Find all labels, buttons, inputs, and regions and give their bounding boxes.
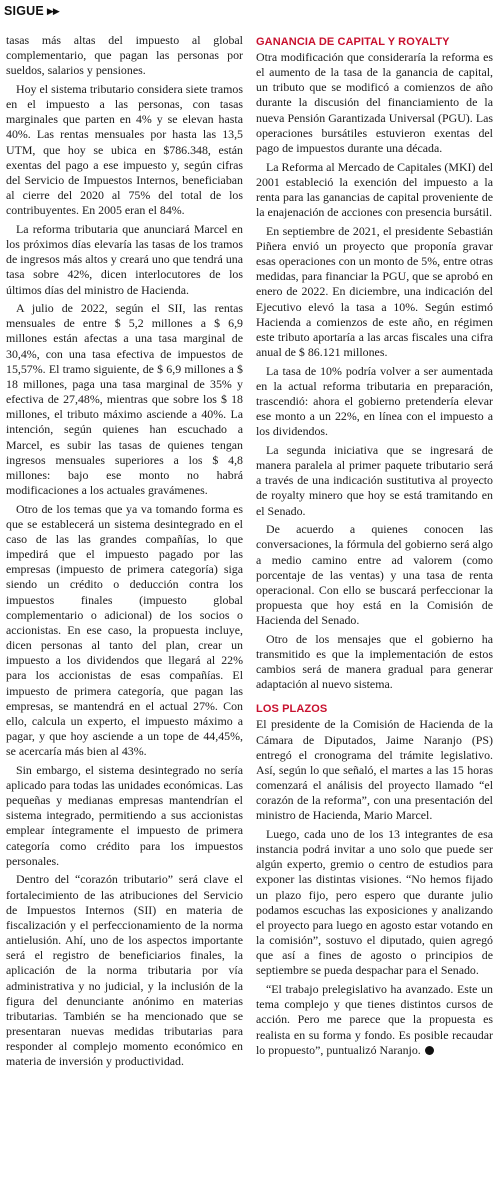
article-paragraph: tasas más altas del impuesto al global complementario, que pagan las personas por sueldos, salarios y pensiones.	[6, 33, 243, 78]
article-paragraph: De acuerdo a quienes conocen las conversaciones, la fórmula del gobierno será algo a medio camino entre ad valorem (como porcentaje de las ventas) y una tasa de renta operacional. Con ello se buscará perfeccionar la propuesta que hoy está en la Comisión de Hacienda del Senado.	[256, 522, 493, 628]
right-column	[256, 35, 493, 1061]
article-paragraph: Dentro del “corazón tributario” será clave el fortalecimiento de las atribuciones del Servicio de Impuestos Internos (SII) en materia de fiscalización y el perfeccionamiento de la norma antielusión. Ahí, uno de los aspectos importante será el registro de beneficiarios finales, la aplicación de la norma tributaria por vía administrativa y no judicial, y la inclusión de la figura del denunciante anónimo en materias tributarias. También se ha mencionado que se presentaran nuevas medidas tributarias para responder al complejo momento económico en materia de inversión y productividad.	[6, 872, 243, 1069]
sigue-label: SIGUE	[4, 4, 44, 18]
article-paragraph: Luego, cada uno de los 13 integrantes de esa instancia podrá invitar a uno solo que puede ser algún experto, gremio o centro de estudios para exponer las distintas visiones. “No hemos fijado un plazo fijo, pero espero que durante julio podamos escuchas las exposiciones y analizando el proyecto para luego en agosto estar votando en la comisión”, sostuvo el diputado, quien agregó que así a fines de agosto o principios de septiembre se pueda despachar para el Senado.	[256, 827, 493, 978]
article-paragraph: A julio de 2022, según el SII, las rentas mensuales de entre $ 5,2 millones a $ 6,9 millones están afectas a una tasa marginal de 30,4%, con una tasa efectiva de impuestos de 15,57%. El tramo siguiente, de $ 6,9 millones a $ 18 millones, paga una tasa marginal de 35% y efectiva de 27,48%, mientras que sobre los $ 18 millones, el tributo máximo asciende a 40%. La intención, según quienes han escuchado a Marcel, es subir las tasas de quienes tengan ingresos mensuales superiores a los $ 4,8 millones: bajo ese monto no habrá modificaciones a los actuales gravámenes.	[6, 301, 243, 498]
article-paragraph: Otro de los temas que ya va tomando forma es que se establecerá un sistema desintegrado en el caso de las las grandes compañías, lo que impedirá que el impuesto pagado por las empresas (impuesto de primera categoría) siga siendo un crédito o deducción contra los impuestos finales (impuesto global complementario o adicional) de los socios o accionistas. En ese caso, la propuesta incluye, dicen personas al tanto del plan, crear un impuesto a los dividendos que llegará al 22% para los accionistas de esas compañías. El impuesto de primera categoría, que pagan las empresas, se mantendrá en el actual 27%. Con ello, calcula un experto, el impuesto máximo a pagar, y que hoy asciende a un tope de 44,45%, se acercaría más bien al 43%.	[6, 501, 243, 759]
article-paragraph: Otra modificación que consideraría la reforma es el aumento de la tasa de la ganancia de capital, un tributo que se modificó a comienzos de año durante la discusión del financiamiento de la nueva Pensión Garantizada Universal (PGU). Las operaciones bursátiles estuvieron exentas del pago de impuestos durante una década.	[256, 50, 493, 155]
article-paragraph: La segunda iniciativa que se ingresará de manera paralela al primer paquete tributario será a través de una indicación sustitutiva al proyecto de royalty minero que hoy se está tramitando en el Senado.	[256, 442, 493, 518]
article-paragraph: En septiembre de 2021, el presidente Sebastián Piñera envió un proyecto que proponía gravar esas operaciones con un monto de 5%, entre otras medidas, para financiar la PGU, que se aprobó en enero de 2022. En diciembre, una indicación del Ejecutivo elevó la tasa a 10%. Según estimó Hacienda a comienzos de este año, en régimen este tributo aportaría a las arcas fiscales una cifra anual de $ 86.121 millones.	[256, 223, 493, 359]
end-of-article-icon: P	[425, 1046, 434, 1055]
double-arrow-icon: ▶▶	[46, 5, 59, 16]
article-paragraph: Otro de los mensajes que el gobierno ha transmitido es que la implementación de estos cambios será de manera gradual para generar adaptación al nuevo sistema.	[256, 631, 493, 692]
article-paragraph: La tasa de 10% podría volver a ser aumentada en la actual reforma tributaria en preparación, trascendió: ahora el gobierno pretendería elevar ese monto a un 22%, en línea con el impuesto a los dividendos.	[256, 363, 493, 439]
article-paragraph: Sin embargo, el sistema desintegrado no sería aplicado para todas las unidades económicas. Las pequeñas y medianas empresas mantendrían el sistema integrado, permitiendo a sus accionistas emplear íntegramente el impuesto de primera categoría como crédito para los impuestos personales.	[6, 762, 243, 868]
article-paragraph: Hoy el sistema tributario considera siete tramos en el impuesto a las personas, con tasas marginales que parten en 4% y se elevan hasta 40%. Las rentas mensuales por hasta las 13,5 UTM, que hoy se ubica en $786.348, están exentas del pago a ese impuesto y, según cifras del Servicio de Impuestos Internos, beneficiaban al cierre del 2020 al 75% del total de los contribuyentes. En 2005 eran el 84%.	[6, 81, 243, 218]
article-paragraph: La reforma tributaria que anunciará Marcel en los próximos días elevaría las tasas de los tramos de ingresos más altos y creará uno que tendrá una tasa sobre 42%, dicen interlocutores de los últimos días del ministro de Hacienda.	[6, 221, 243, 297]
left-column	[6, 33, 243, 1073]
continued-header	[4, 3, 59, 19]
section-heading-timeline: LOS PLAZOS	[256, 703, 328, 716]
article-paragraph: El presidente de la Comisión de Hacienda de la Cámara de Diputados, Jaime Naranjo (PS) entregó el cronograma del trámite legislativo. Así, según lo que señaló, el martes a las 15 horas comenzará el análisis del proyecto llamado “el corazón de la reforma”, con una presentación del ministro de Hacienda, Mario Marcel.	[256, 717, 493, 823]
last-paragraph-text: “El trabajo prelegislativo ha avanzado. Este un tema complejo y que tienes distintos cursos de acción. Pero me parece que la propuesta es realista en su forma y fondo. Es posible recaudar lo propuesto”, puntualizó Naranjo.	[256, 982, 493, 1057]
section-heading-capital-gains: GANANCIA DE CAPITAL Y ROYALTY	[256, 36, 450, 48]
article-paragraph-last	[256, 982, 493, 1058]
article-paragraph: La Reforma al Mercado de Capitales (MKI) del 2001 estableció la exención del impuesto a la renta para las ganancias de capital proveniente de la enajenación de acciones con presencia bursátil.	[256, 159, 493, 220]
